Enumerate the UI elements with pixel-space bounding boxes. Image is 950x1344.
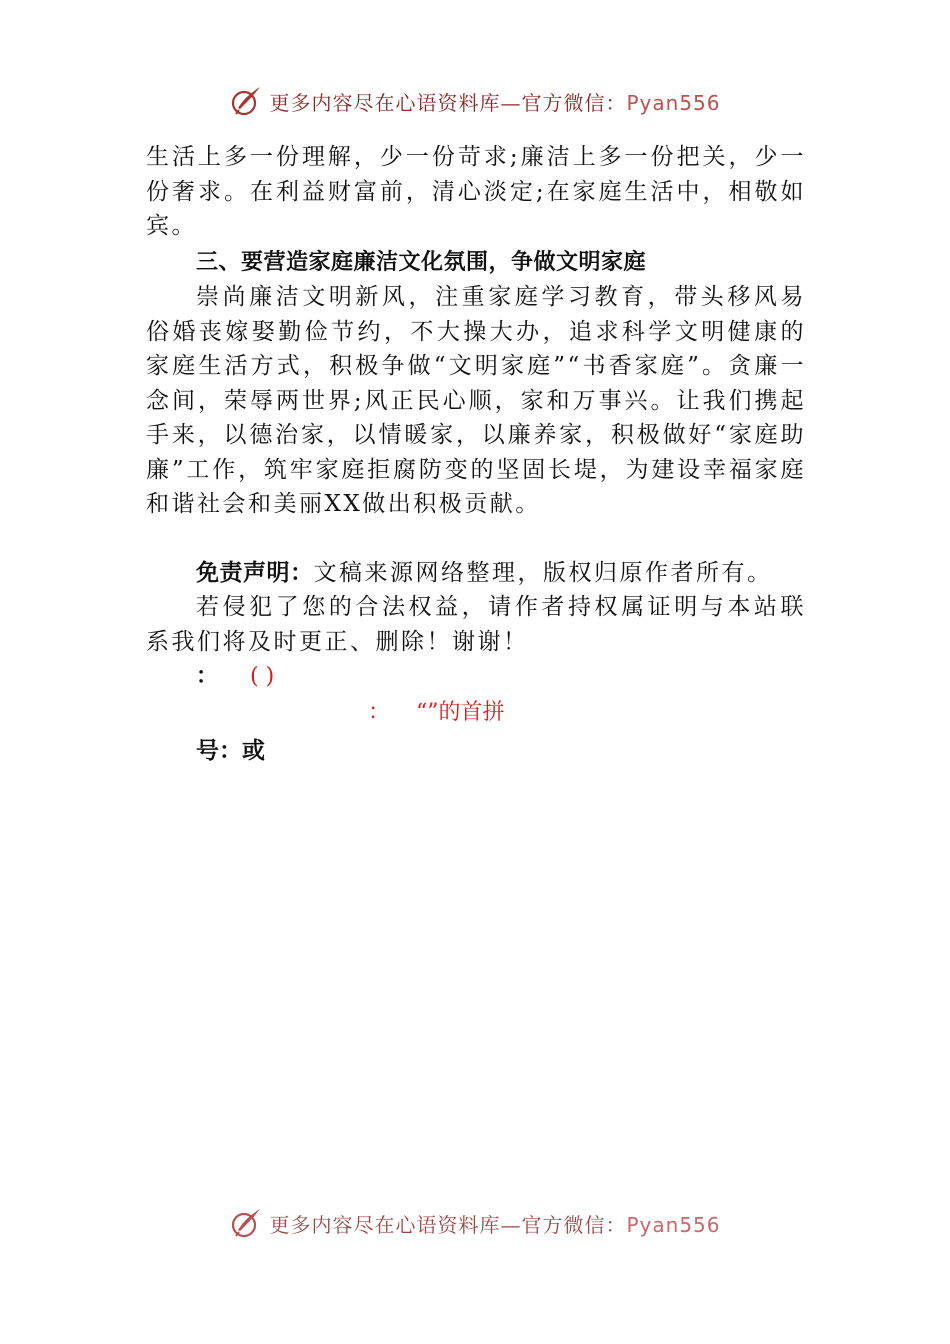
disclaimer-label: 免责声明：: [196, 559, 314, 586]
disclaimer-text-1: 文稿来源网络整理，版权归原作者所有。: [313, 559, 773, 586]
fragment-line-colon: [146, 659, 806, 695]
section-heading-3: 三、要营造家庭廉洁文化氛围，争做文明家庭: [196, 249, 647, 275]
fragment-line-hao: [146, 731, 806, 771]
fragment-pinyin-quote: “”的首拼: [416, 700, 505, 725]
paragraph-2: 崇尚廉洁文明新风，注重家庭学习教育，带头移风易俗婚丧嫁娶勤俭节约，不大操大办，追求科学文明健康的家庭生活方式，积极争做“文明家庭”“书香家庭”。贪廉一念间，荣辱两世界;风正民心顺，家和万事兴。让我们携起手来，以德治家，以情暖家，以廉养家，积极做好“家庭助廉”工作，筑牢家庭拒腐防变的坚固长堤，为建设幸福家庭和谐社会和美丽XX做出积极贡献。: [146, 284, 806, 517]
quill-seal-logo-icon: [229, 84, 263, 118]
fragment-huo: 或: [242, 738, 265, 764]
document-body: [146, 140, 806, 771]
footer-text: 更多内容尽在心语资料库—官方微信：Pyan556: [269, 1212, 721, 1237]
fragment-pinyin-colon: ：: [368, 700, 391, 725]
header-text: 更多内容尽在心语资料库—官方微信：Pyan556: [269, 90, 721, 115]
fragment-paren: ( ): [250, 664, 275, 689]
paragraph-1: 生活上多一份理解，少一份苛求;廉洁上多一份把关，少一份奢求。在利益财富前，清心淡定;在家庭生活中，相敬如宾。: [146, 144, 806, 239]
fragment-hao: 号：: [196, 738, 242, 764]
quill-seal-logo-icon-footer: [229, 1206, 263, 1240]
page-header: [0, 84, 950, 118]
fragment-colon: ：: [196, 664, 219, 689]
fragment-line-pinyin: [146, 695, 806, 731]
disclaimer-line-1: [146, 556, 806, 591]
blank-line: [146, 522, 806, 556]
page-footer: [0, 1206, 950, 1240]
disclaimer-line-2: 若侵犯了您的合法权益，请作者持权属证明与本站联系我们将及时更正、删除！谢谢！: [146, 594, 806, 655]
